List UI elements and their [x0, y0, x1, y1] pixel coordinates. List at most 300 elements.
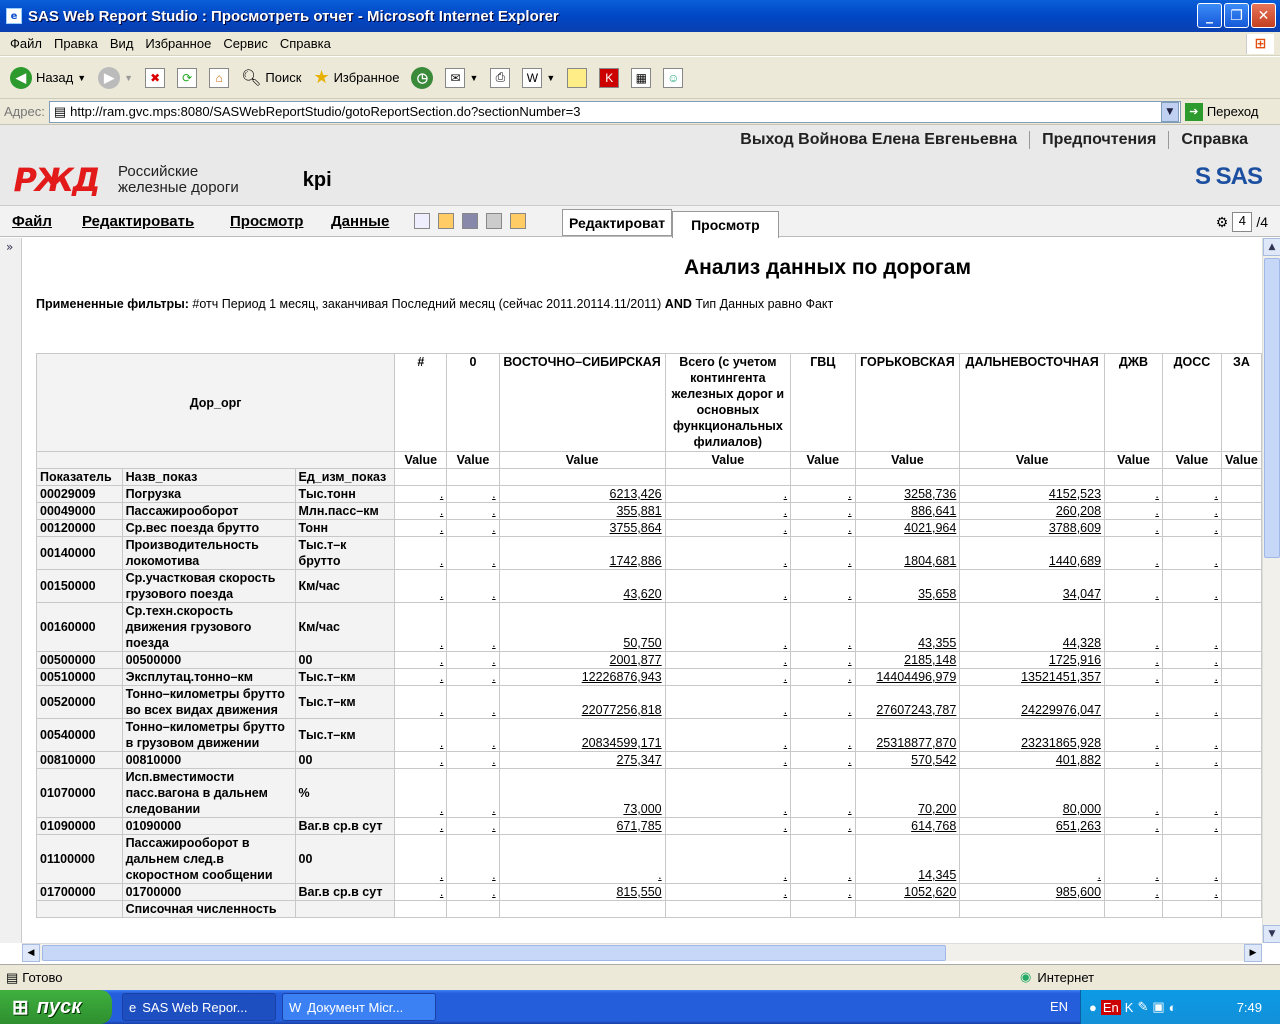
security-zone: [1020, 969, 1094, 985]
firefox-tray-icon[interactable]: ●: [1089, 999, 1097, 1015]
history-button[interactable]: [407, 65, 437, 91]
messenger-button[interactable]: [659, 66, 687, 90]
app-menu-edit[interactable]: Редактировать: [82, 213, 195, 230]
preferences-link[interactable]: Предпочтения: [1042, 131, 1157, 148]
value-cell[interactable]: [1221, 752, 1261, 769]
value-cell[interactable]: [791, 901, 855, 918]
tab-edit[interactable]: Редактироват: [562, 209, 672, 236]
edit-button[interactable]: W ▼: [518, 66, 559, 90]
en-tray-icon[interactable]: En: [1102, 999, 1119, 1015]
row-label: 01070000: [37, 769, 123, 818]
value-cell[interactable]: [1221, 537, 1261, 570]
value-cell[interactable]: 70,200: [855, 769, 960, 818]
value-cell[interactable]: .: [1162, 603, 1221, 652]
vertical-scrollbar[interactable]: [1262, 238, 1280, 943]
tab-view[interactable]: Просмотр: [672, 211, 779, 238]
value-cell[interactable]: [665, 901, 790, 918]
kaspersky-button[interactable]: [595, 66, 623, 90]
value-cell[interactable]: .: [665, 486, 790, 503]
edit-page-icon: W: [522, 68, 542, 88]
table-row: [37, 503, 1262, 520]
row-label: Тыс.тонн: [295, 486, 395, 503]
menu-tools[interactable]: Сервис: [223, 36, 268, 51]
value-cell[interactable]: .: [1105, 752, 1163, 769]
value-cell[interactable]: [1221, 652, 1261, 669]
value-cell[interactable]: .: [1162, 570, 1221, 603]
value-cell[interactable]: .: [665, 520, 790, 537]
new-report-icon[interactable]: [414, 213, 430, 229]
value-cell[interactable]: .: [665, 719, 790, 752]
scroll-up-arrow-icon[interactable]: ▲: [1263, 238, 1280, 256]
value-cell[interactable]: .: [447, 603, 499, 652]
table-row: [37, 537, 1262, 570]
value-cell[interactable]: 275,347: [499, 752, 665, 769]
value-cell[interactable]: .: [1105, 769, 1163, 818]
refresh-button[interactable]: [173, 66, 201, 90]
row-label: Эксплутац.тонно–км: [122, 669, 295, 686]
value-cell[interactable]: 614,768: [855, 818, 960, 835]
value-cell[interactable]: .: [791, 520, 855, 537]
messenger-icon: ☺: [663, 68, 683, 88]
language-indicator[interactable]: EN: [1049, 999, 1068, 1014]
value-cell[interactable]: 886,641: [855, 503, 960, 520]
value-cell[interactable]: .: [1105, 520, 1163, 537]
value-cell[interactable]: .: [665, 769, 790, 818]
value-cell[interactable]: [1221, 520, 1261, 537]
network-tray-icon[interactable]: ◐: [1168, 999, 1177, 1015]
ie-menubar: [0, 32, 1280, 56]
rzd-logo: РЖД: [13, 161, 99, 199]
value-cell[interactable]: .: [960, 835, 1105, 884]
value-cell[interactable]: 14,345: [855, 835, 960, 884]
row-dimension-header[interactable]: Ед_изм_показ: [295, 469, 395, 486]
value-cell[interactable]: 14404496,979: [855, 669, 960, 686]
value-cell[interactable]: .: [447, 818, 499, 835]
value-cell[interactable]: .: [395, 752, 447, 769]
value-cell[interactable]: .: [1105, 652, 1163, 669]
logout-link[interactable]: Выход Войнова Елена Евгеньевна: [740, 131, 1018, 148]
row-label: Тонно–километры брутто во всех видах движения: [122, 686, 295, 719]
value-cell[interactable]: 43,620: [499, 570, 665, 603]
value-cell[interactable]: [1221, 686, 1261, 719]
value-cell[interactable]: .: [665, 570, 790, 603]
value-cell[interactable]: 50,750: [499, 603, 665, 652]
row-label: 00500000: [122, 652, 295, 669]
row-label: 01100000: [37, 835, 123, 884]
scroll-left-arrow-icon[interactable]: ◀: [22, 944, 40, 962]
value-cell[interactable]: [855, 901, 960, 918]
value-cell[interactable]: [1221, 769, 1261, 818]
value-cell[interactable]: .: [1162, 769, 1221, 818]
value-cell[interactable]: 24229976,047: [960, 686, 1105, 719]
value-cell[interactable]: .: [791, 686, 855, 719]
value-cell[interactable]: .: [395, 486, 447, 503]
globe-icon: ◉: [1020, 969, 1032, 984]
value-cell[interactable]: 260,208: [960, 503, 1105, 520]
measure-header: Value: [1221, 452, 1261, 469]
home-button[interactable]: [205, 66, 233, 90]
row-label: Пассажирооборот в дальнем след.в скоростном сообщении: [122, 835, 295, 884]
row-label: Исп.вместимости пасс.вагона в дальнем следовании: [122, 769, 295, 818]
app-menu-file[interactable]: Файл: [12, 213, 52, 230]
value-cell[interactable]: .: [447, 719, 499, 752]
taskbar-item-word[interactable]: [282, 993, 436, 1021]
value-cell[interactable]: .: [791, 603, 855, 652]
value-cell[interactable]: 1742,886: [499, 537, 665, 570]
value-cell[interactable]: 570,542: [855, 752, 960, 769]
value-cell[interactable]: .: [665, 752, 790, 769]
value-cell[interactable]: .: [791, 884, 855, 901]
menu-edit[interactable]: Правка: [53, 36, 98, 51]
column-header[interactable]: #: [395, 354, 447, 452]
table-row: [37, 570, 1262, 603]
forward-button[interactable]: ▶ ▼: [94, 65, 137, 91]
printer-icon: ⎙: [490, 68, 510, 88]
value-cell[interactable]: 6213,426: [499, 486, 665, 503]
start-button[interactable]: [0, 990, 112, 1024]
column-header[interactable]: ДЖВ: [1105, 354, 1163, 452]
app-menu-data[interactable]: Данные: [331, 213, 390, 230]
value-cell[interactable]: .: [1162, 520, 1221, 537]
value-cell[interactable]: .: [447, 520, 499, 537]
value-cell[interactable]: .: [791, 503, 855, 520]
column-header[interactable]: ДОСС: [1162, 354, 1221, 452]
value-cell[interactable]: .: [395, 686, 447, 719]
page-status-icon: ▤: [6, 969, 19, 985]
measure-header: Value: [665, 452, 790, 469]
window-titlebar: [0, 0, 1280, 32]
value-cell[interactable]: .: [1105, 884, 1163, 901]
value-cell[interactable]: [1221, 835, 1261, 884]
empty-cell: [1221, 469, 1261, 486]
value-cell[interactable]: 22077256,818: [499, 686, 665, 719]
value-cell[interactable]: .: [395, 669, 447, 686]
value-cell[interactable]: .: [791, 537, 855, 570]
value-cell[interactable]: .: [1162, 686, 1221, 719]
row-label: 00160000: [37, 603, 123, 652]
row-label: Тыс.т–км: [295, 686, 395, 719]
scroll-down-arrow-icon[interactable]: ▼: [1263, 925, 1280, 943]
measure-header: Value: [447, 452, 499, 469]
stop-button[interactable]: [141, 66, 169, 90]
address-input[interactable]: [49, 101, 1181, 123]
print-icon[interactable]: [486, 213, 502, 229]
value-cell[interactable]: .: [665, 603, 790, 652]
value-cell[interactable]: 2185,148: [855, 652, 960, 669]
value-cell[interactable]: [395, 901, 447, 918]
value-cell[interactable]: .: [791, 835, 855, 884]
measure-header: Value: [791, 452, 855, 469]
column-header[interactable]: ЗА: [1221, 354, 1261, 452]
value-cell[interactable]: 12226876,943: [499, 669, 665, 686]
row-label: Погрузка: [122, 486, 295, 503]
go-label: Переход: [1206, 104, 1259, 119]
search-button[interactable]: [237, 66, 305, 90]
value-cell[interactable]: 73,000: [499, 769, 665, 818]
value-cell[interactable]: 815,550: [499, 884, 665, 901]
value-cell[interactable]: .: [665, 537, 790, 570]
value-cell[interactable]: .: [395, 537, 447, 570]
value-cell[interactable]: 3258,736: [855, 486, 960, 503]
value-cell[interactable]: .: [1105, 818, 1163, 835]
value-cell[interactable]: .: [1162, 486, 1221, 503]
value-cell[interactable]: .: [395, 503, 447, 520]
close-button[interactable]: ✕: [1251, 3, 1276, 28]
value-cell[interactable]: .: [395, 603, 447, 652]
report-content: [22, 238, 1262, 943]
row-label: Тонн: [295, 520, 395, 537]
value-cell[interactable]: [960, 901, 1105, 918]
menu-file[interactable]: Файл: [10, 36, 42, 51]
open-folder-icon[interactable]: [438, 213, 454, 229]
go-button[interactable]: [1185, 103, 1259, 121]
taskbar-item-ie[interactable]: [122, 993, 276, 1021]
value-cell[interactable]: .: [791, 570, 855, 603]
value-cell[interactable]: 25318877,870: [855, 719, 960, 752]
value-cell[interactable]: [1162, 901, 1221, 918]
value-cell[interactable]: .: [665, 884, 790, 901]
value-cell[interactable]: 401,882: [960, 752, 1105, 769]
value-cell[interactable]: 2001,877: [499, 652, 665, 669]
value-cell[interactable]: .: [447, 669, 499, 686]
value-cell[interactable]: .: [447, 752, 499, 769]
value-cell[interactable]: [1221, 884, 1261, 901]
value-cell[interactable]: .: [395, 719, 447, 752]
value-cell[interactable]: .: [447, 652, 499, 669]
value-cell[interactable]: .: [791, 752, 855, 769]
horizontal-scroll-thumb[interactable]: [42, 945, 946, 961]
menu-view[interactable]: Вид: [109, 36, 134, 51]
value-cell[interactable]: 1804,681: [855, 537, 960, 570]
kaspersky-tray-icon[interactable]: K: [1124, 999, 1134, 1015]
value-cell[interactable]: .: [395, 769, 447, 818]
row-label: Тыс.т–км: [295, 719, 395, 752]
value-cell[interactable]: 3755,864: [499, 520, 665, 537]
value-cell[interactable]: .: [447, 503, 499, 520]
value-cell[interactable]: 23231865,928: [960, 719, 1105, 752]
column-header[interactable]: ВОСТОЧНО–СИБИРСКАЯ: [499, 354, 665, 452]
row-label: Ср.участковая скорость грузового поезда: [122, 570, 295, 603]
value-cell[interactable]: .: [791, 652, 855, 669]
brand-banner: [0, 155, 1280, 205]
value-cell[interactable]: .: [791, 769, 855, 818]
value-cell[interactable]: 671,785: [499, 818, 665, 835]
address-dropdown[interactable]: ▼: [1161, 102, 1179, 122]
value-cell[interactable]: .: [665, 669, 790, 686]
horizontal-scrollbar[interactable]: [22, 943, 1262, 961]
value-cell[interactable]: .: [447, 769, 499, 818]
value-cell[interactable]: [1221, 486, 1261, 503]
forward-arrow-icon: ▶: [98, 67, 120, 89]
value-cell[interactable]: 4152,523: [960, 486, 1105, 503]
value-cell[interactable]: .: [665, 652, 790, 669]
value-cell[interactable]: .: [395, 520, 447, 537]
empty-cell: [960, 469, 1105, 486]
row-label: Км/час: [295, 570, 395, 603]
value-cell[interactable]: .: [791, 486, 855, 503]
rzd-name: [118, 164, 239, 196]
value-cell[interactable]: [1221, 719, 1261, 752]
column-header[interactable]: ГВЦ: [791, 354, 855, 452]
value-cell[interactable]: [1105, 901, 1163, 918]
value-cell[interactable]: 20834599,171: [499, 719, 665, 752]
value-cell[interactable]: .: [665, 818, 790, 835]
menu-help[interactable]: Справка: [279, 36, 331, 51]
value-cell[interactable]: 4021,964: [855, 520, 960, 537]
value-cell[interactable]: .: [1162, 537, 1221, 570]
refresh-icon: ⟳: [177, 68, 197, 88]
value-cell[interactable]: .: [1105, 686, 1163, 719]
print-button[interactable]: [486, 66, 514, 90]
value-cell[interactable]: [499, 901, 665, 918]
value-cell[interactable]: .: [1105, 537, 1163, 570]
value-cell[interactable]: .: [791, 669, 855, 686]
value-cell[interactable]: 44,328: [960, 603, 1105, 652]
row-label: 01700000: [37, 884, 123, 901]
value-cell[interactable]: .: [1162, 719, 1221, 752]
stop-icon: ✖: [145, 68, 165, 88]
value-cell[interactable]: .: [1105, 486, 1163, 503]
value-cell[interactable]: .: [1105, 719, 1163, 752]
value-cell[interactable]: .: [665, 835, 790, 884]
value-cell[interactable]: .: [447, 486, 499, 503]
value-cell[interactable]: 3788,609: [960, 520, 1105, 537]
app-menu-view[interactable]: Просмотр: [230, 213, 304, 230]
value-cell[interactable]: .: [499, 835, 665, 884]
value-cell[interactable]: .: [447, 686, 499, 719]
value-cell[interactable]: .: [1105, 835, 1163, 884]
value-cell[interactable]: 651,263: [960, 818, 1105, 835]
column-header[interactable]: Всего (с учетом контингента железных дорог и основных функциональных филиалов): [665, 354, 790, 452]
value-cell[interactable]: 1052,620: [855, 884, 960, 901]
value-cell[interactable]: 1725,916: [960, 652, 1105, 669]
row-label: Ср.техн.скорость движения грузового поезда: [122, 603, 295, 652]
value-cell[interactable]: .: [1105, 669, 1163, 686]
windows-taskbar: [0, 990, 1280, 1024]
applied-filters: [36, 297, 833, 311]
save-icon[interactable]: [462, 213, 478, 229]
value-cell[interactable]: 355,881: [499, 503, 665, 520]
rzd-name-line2: железные дороги: [118, 179, 239, 196]
value-cell[interactable]: [1221, 901, 1261, 918]
value-cell[interactable]: 80,000: [960, 769, 1105, 818]
value-cell[interactable]: [447, 901, 499, 918]
vertical-scroll-thumb[interactable]: [1264, 258, 1280, 558]
measure-header: Value: [499, 452, 665, 469]
value-cell[interactable]: [1221, 818, 1261, 835]
discuss-button[interactable]: [563, 66, 591, 90]
row-label: 01090000: [122, 818, 295, 835]
value-cell[interactable]: 27607243,787: [855, 686, 960, 719]
refresh-data-icon[interactable]: ⚙: [1215, 213, 1229, 230]
value-cell[interactable]: .: [791, 719, 855, 752]
export-icon[interactable]: [510, 213, 526, 229]
menu-favorites[interactable]: Избранное: [145, 36, 212, 51]
back-button[interactable]: ◀ Назад ▼: [6, 65, 90, 91]
value-cell[interactable]: 13521451,357: [960, 669, 1105, 686]
empty-cell: [1105, 469, 1163, 486]
row-dimension-header[interactable]: Назв_показ: [122, 469, 295, 486]
value-cell[interactable]: 43,355: [855, 603, 960, 652]
value-cell[interactable]: .: [1105, 503, 1163, 520]
row-label: Км/час: [295, 603, 395, 652]
side-panel-toggle[interactable]: »: [0, 238, 22, 943]
value-cell[interactable]: .: [447, 835, 499, 884]
column-header[interactable]: ДАЛЬНЕВОСТОЧНАЯ: [960, 354, 1105, 452]
value-cell[interactable]: .: [447, 884, 499, 901]
value-cell[interactable]: .: [1162, 669, 1221, 686]
value-cell[interactable]: .: [1162, 818, 1221, 835]
monitor-tray-icon[interactable]: ▣: [1152, 999, 1165, 1014]
value-cell[interactable]: .: [395, 652, 447, 669]
page-number-input[interactable]: 4: [1232, 212, 1252, 232]
value-cell[interactable]: .: [395, 884, 447, 901]
value-cell[interactable]: .: [1162, 652, 1221, 669]
value-cell[interactable]: .: [447, 570, 499, 603]
row-label: 00810000: [122, 752, 295, 769]
row-label: Ваг.в ср.в сут: [295, 884, 395, 901]
row-dimension-header[interactable]: Показатель: [37, 469, 123, 486]
row-label: 00049000: [37, 503, 123, 520]
value-cell[interactable]: [1221, 603, 1261, 652]
value-cell[interactable]: .: [395, 818, 447, 835]
tool-tray-icon[interactable]: ✎: [1137, 999, 1149, 1014]
row-label: %: [295, 769, 395, 818]
value-cell[interactable]: 35,658: [855, 570, 960, 603]
value-cell[interactable]: .: [1105, 570, 1163, 603]
maximize-button[interactable]: ❐: [1224, 3, 1249, 28]
value-cell[interactable]: .: [395, 835, 447, 884]
empty-cell: [499, 469, 665, 486]
row-label: 01090000: [37, 818, 123, 835]
value-cell[interactable]: 1440,689: [960, 537, 1105, 570]
value-cell[interactable]: .: [665, 503, 790, 520]
value-cell[interactable]: .: [1162, 752, 1221, 769]
row-label: 00120000: [37, 520, 123, 537]
zone-label: Интернет: [1037, 969, 1095, 985]
scroll-right-arrow-icon[interactable]: ▶: [1244, 944, 1262, 962]
row-label: [37, 901, 123, 918]
measure-header: Value: [1105, 452, 1163, 469]
favorites-button[interactable]: [309, 65, 403, 90]
value-cell[interactable]: 34,047: [960, 570, 1105, 603]
help-link[interactable]: Справка: [1181, 131, 1248, 148]
table-row: [37, 835, 1262, 884]
value-cell[interactable]: .: [791, 818, 855, 835]
value-cell[interactable]: .: [665, 686, 790, 719]
value-cell[interactable]: .: [1162, 884, 1221, 901]
go-arrow-icon: ➔: [1185, 103, 1203, 121]
value-cell[interactable]: .: [447, 537, 499, 570]
mail-button[interactable]: ✉ ▼: [441, 66, 482, 90]
value-cell[interactable]: 985,600: [960, 884, 1105, 901]
value-cell[interactable]: .: [1162, 835, 1221, 884]
ie-task-icon: e: [129, 999, 137, 1015]
table-row: [37, 769, 1262, 818]
value-cell[interactable]: .: [395, 570, 447, 603]
value-cell[interactable]: .: [1105, 603, 1163, 652]
value-cell[interactable]: [1221, 669, 1261, 686]
column-header[interactable]: 0: [447, 354, 499, 452]
value-cell[interactable]: [1221, 503, 1261, 520]
research-button[interactable]: [627, 66, 655, 90]
minimize-button[interactable]: _: [1197, 3, 1222, 28]
home-icon: ⌂: [209, 68, 229, 88]
value-cell[interactable]: .: [1162, 503, 1221, 520]
ie-toolbar: [0, 57, 1280, 99]
value-cell[interactable]: [1221, 570, 1261, 603]
column-header[interactable]: ГОРЬКОВСКАЯ: [855, 354, 960, 452]
